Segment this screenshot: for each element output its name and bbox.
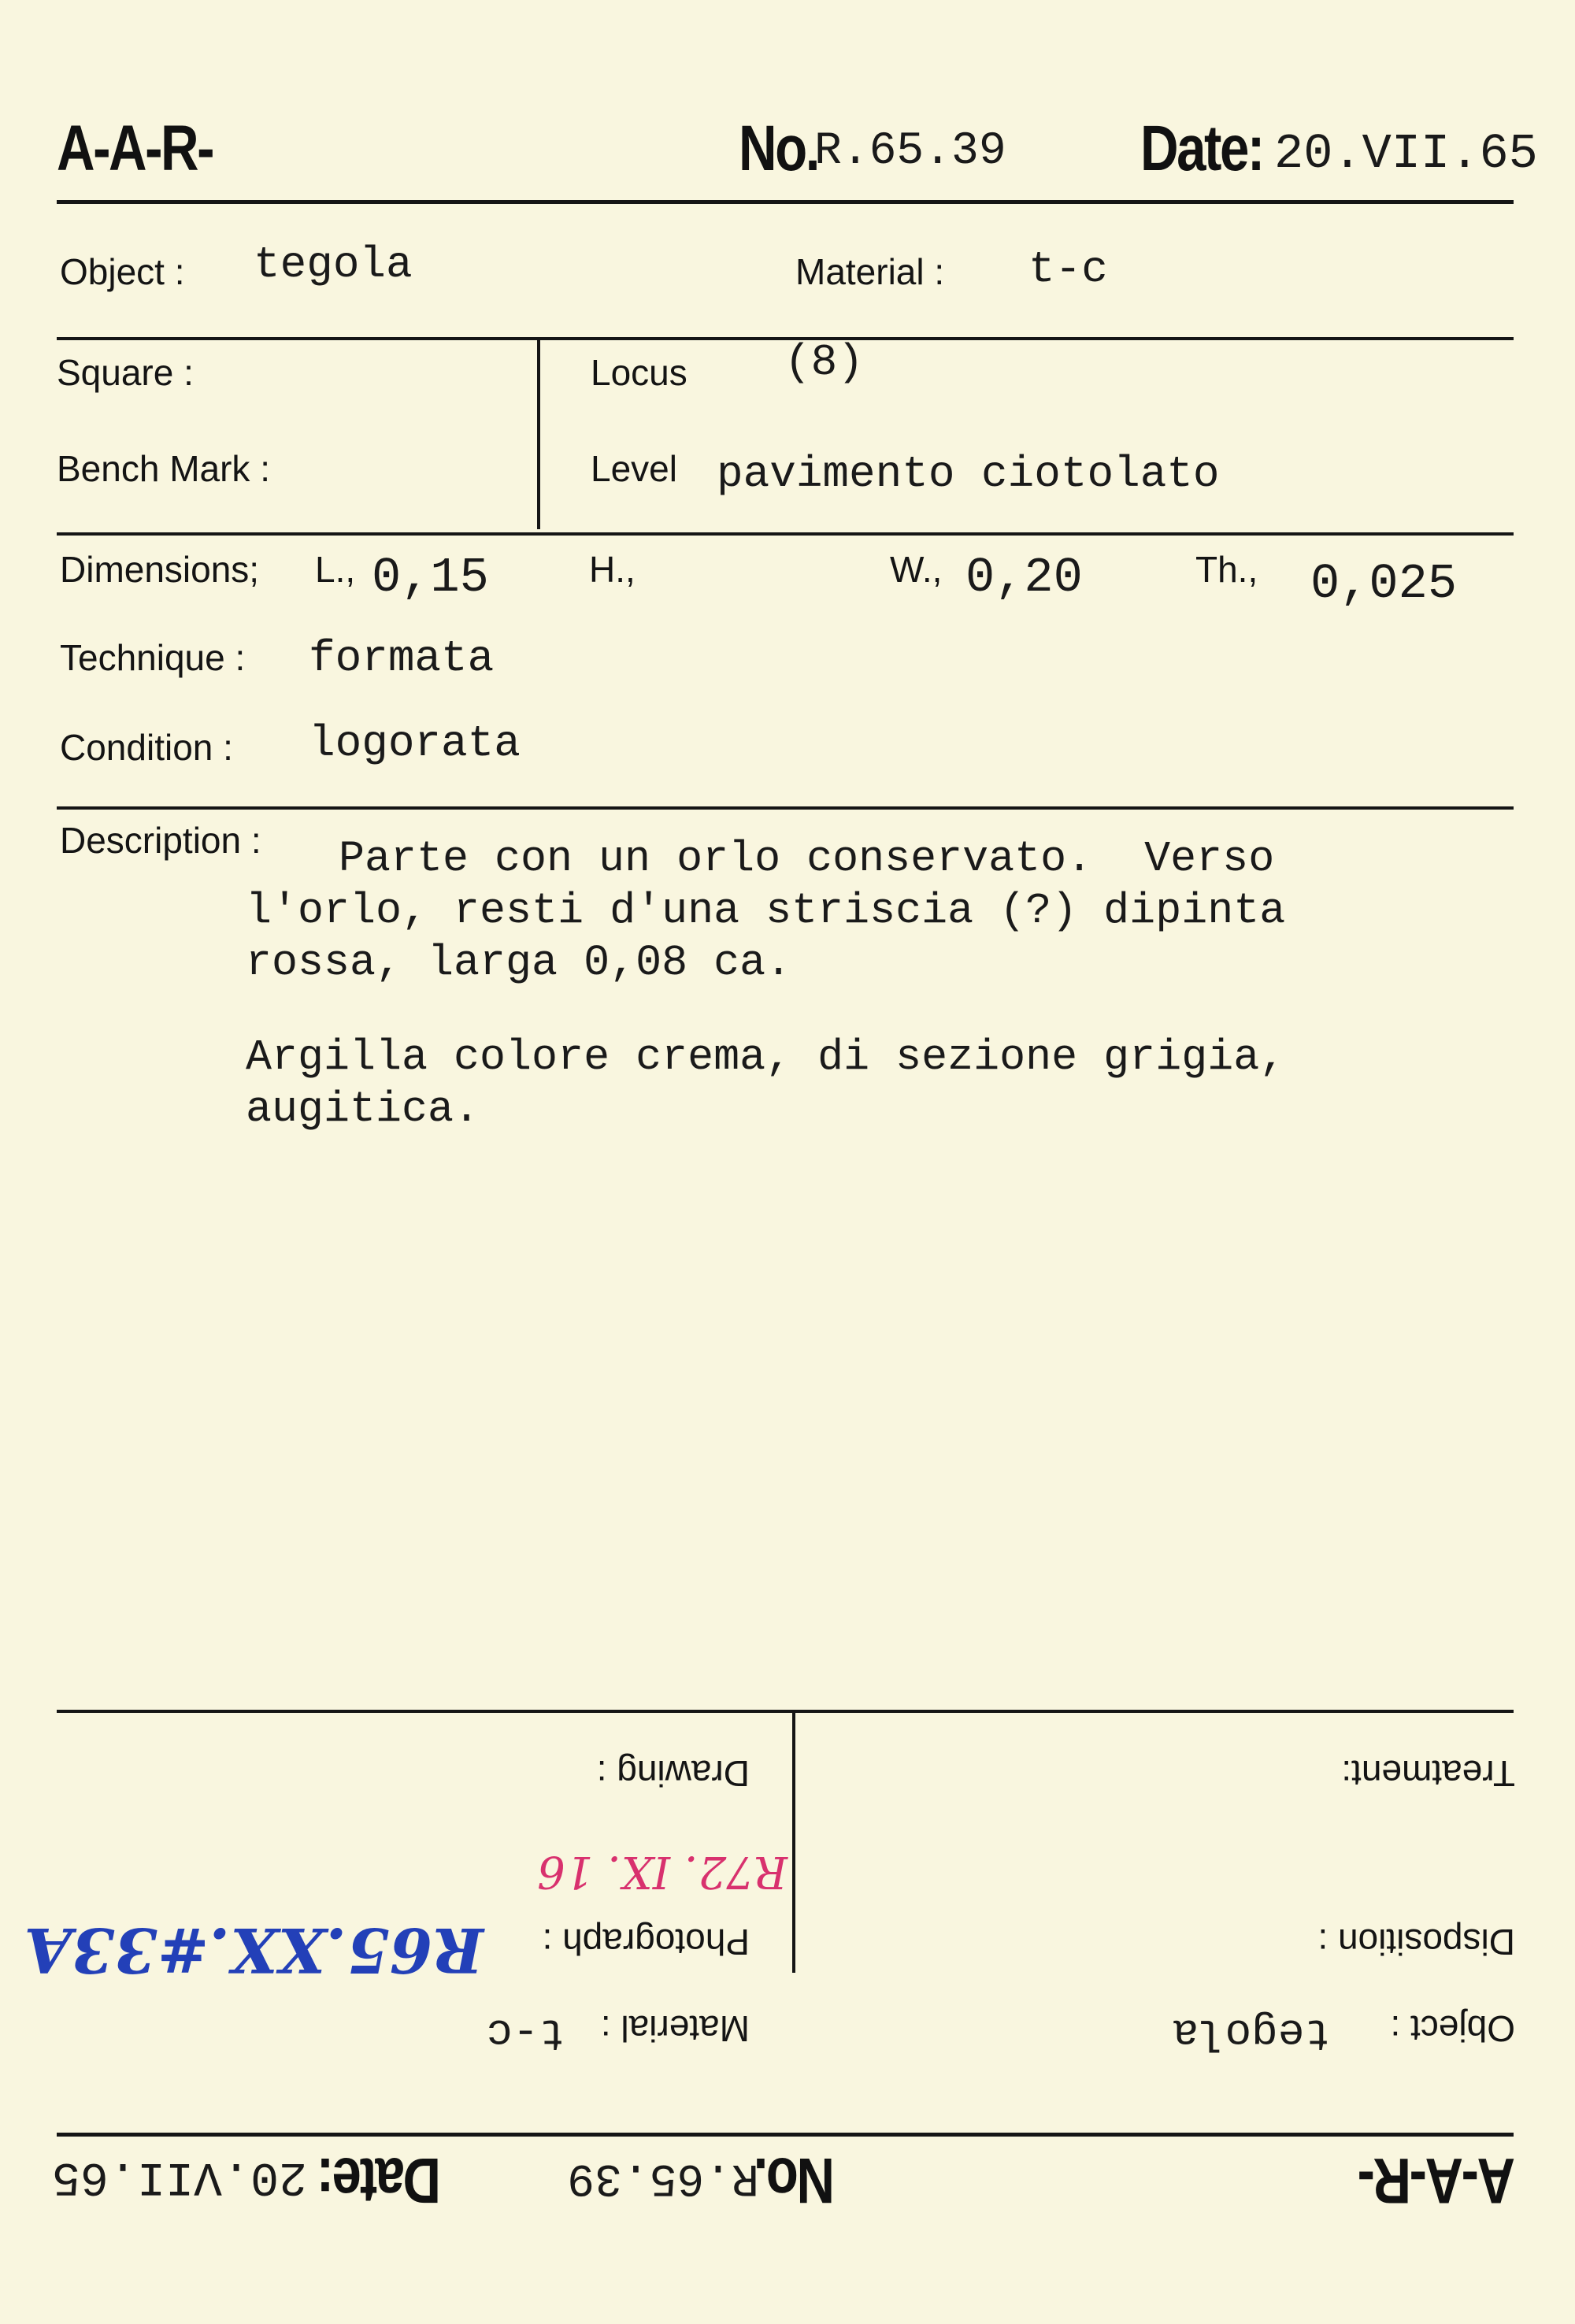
footer-material-value: t-c bbox=[486, 2007, 565, 2058]
footer-number-value: R.65.39 bbox=[567, 2152, 759, 2203]
locus-divider bbox=[537, 340, 540, 529]
photo-note-blue: R65.XX.#33A bbox=[24, 1914, 484, 1985]
photograph-label: Photograph : bbox=[542, 1922, 750, 1963]
date-value: 20.VII.65 bbox=[1274, 126, 1538, 182]
number-value: R.65.39 bbox=[814, 126, 1006, 177]
condition-value: logorata bbox=[309, 718, 521, 769]
material-label: Material : bbox=[795, 251, 945, 292]
condition-label: Condition : bbox=[60, 727, 233, 768]
bench-mark-label: Bench Mark : bbox=[57, 448, 270, 489]
photo-note-red: R72. IX. 16 bbox=[537, 1846, 788, 1897]
footer-header-rule bbox=[57, 2133, 1514, 2137]
footer-object-label: Object : bbox=[1390, 2008, 1515, 2049]
footer-object-value: tegola bbox=[1172, 2007, 1331, 2058]
footer-date-value: 20.VII.65 bbox=[51, 2149, 307, 2203]
locus-value: (8) bbox=[784, 337, 864, 387]
length-value: 0,15 bbox=[372, 550, 489, 606]
material-value: t-c bbox=[1028, 244, 1108, 295]
footer-number-label: No. bbox=[755, 2144, 835, 2216]
disposition-label: Disposition : bbox=[1317, 1922, 1515, 1963]
drawing-label: Drawing : bbox=[596, 1753, 750, 1794]
date-label: Date: bbox=[1140, 113, 1263, 184]
technique-value: formata bbox=[309, 633, 495, 684]
description-label: Description : bbox=[60, 820, 261, 861]
length-label: L., bbox=[315, 549, 356, 590]
footer-date-label: Date: bbox=[318, 2144, 441, 2216]
condition-rule bbox=[57, 806, 1514, 810]
level-rule bbox=[57, 532, 1514, 536]
treatment-label: Treatment: bbox=[1341, 1753, 1515, 1794]
technique-label: Technique : bbox=[60, 637, 246, 678]
square-label: Square : bbox=[57, 352, 194, 393]
description-text: Parte con un orlo conservato. Verso l'orlo, resti d'una striscia (?) dipinta rossa, larga 0,08 ca. bbox=[246, 834, 1286, 988]
thickness-value: 0,025 bbox=[1310, 556, 1458, 612]
footer-material-label: Material : bbox=[600, 2008, 750, 2049]
series-code: A-A-R- bbox=[57, 113, 213, 184]
description-text-2: Argilla colore crema, di sezione grigia, augitica. bbox=[246, 1032, 1286, 1134]
footer-top-rule bbox=[57, 1710, 1514, 1713]
object-value: tegola bbox=[254, 239, 413, 290]
level-value: pavimento ciotolato bbox=[717, 449, 1220, 499]
width-label: W., bbox=[890, 549, 943, 590]
locus-label: Locus bbox=[591, 352, 687, 393]
thickness-label: Th., bbox=[1195, 549, 1258, 590]
level-label: Level bbox=[591, 448, 677, 489]
dimensions-label: Dimensions; bbox=[60, 549, 260, 590]
width-value: 0,20 bbox=[965, 550, 1083, 606]
number-label: No. bbox=[739, 113, 818, 184]
header-rule bbox=[57, 200, 1514, 204]
object-label: Object : bbox=[60, 251, 185, 292]
footer-series-code: A-A-R- bbox=[1358, 2144, 1515, 2216]
height-label: H., bbox=[589, 549, 636, 590]
inverted-footer bbox=[0, 1685, 1575, 2324]
footer-divider bbox=[792, 1713, 795, 1973]
